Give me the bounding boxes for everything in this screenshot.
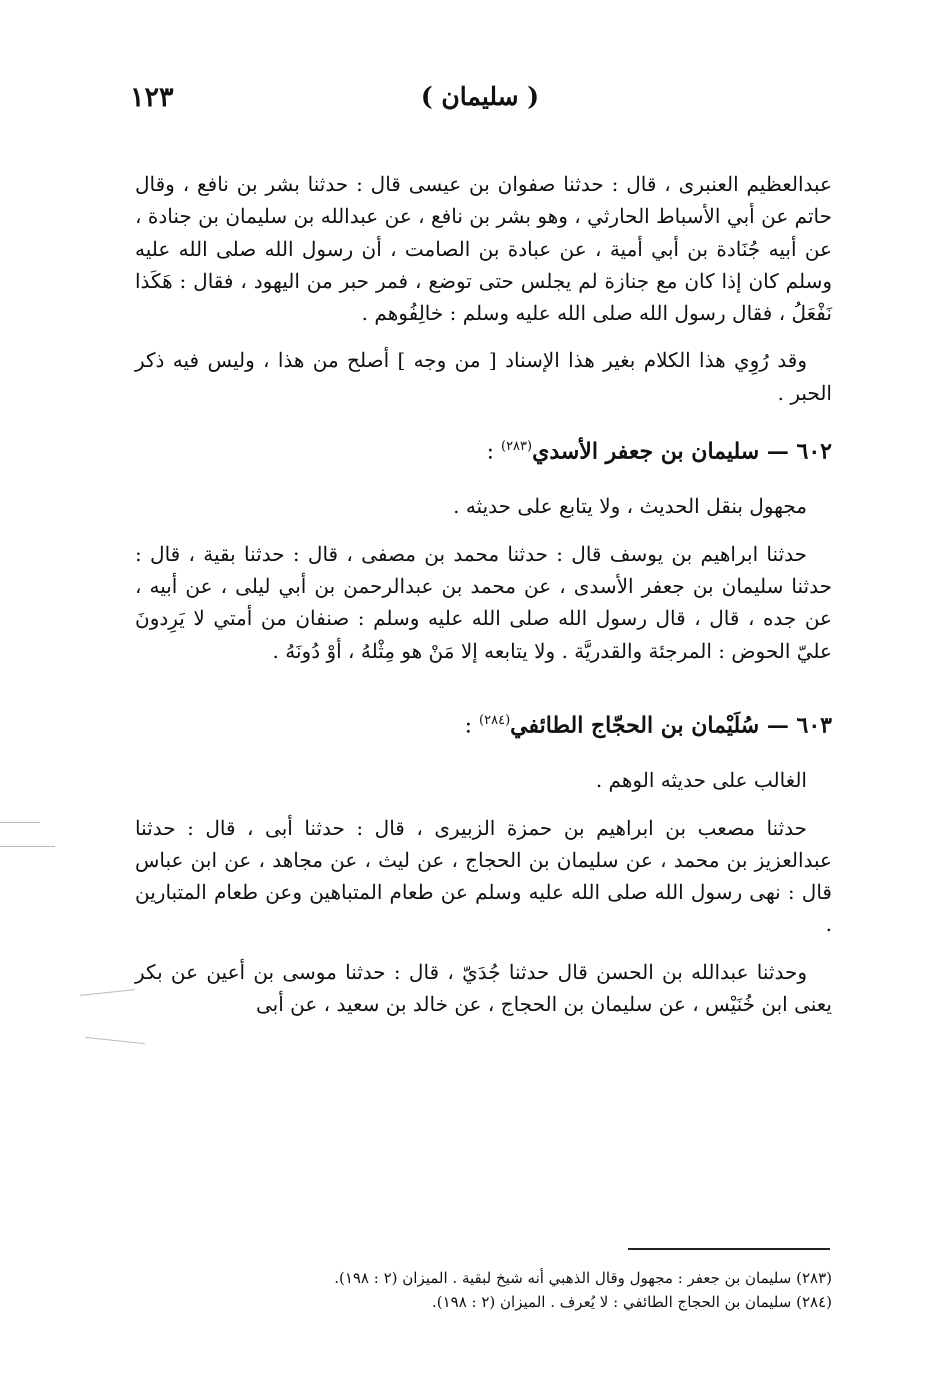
entry-602-verdict: مجهول بنقل الحديث ، ولا يتابع على حديثه . (453, 494, 807, 519)
footnote-ref-284[interactable]: (٢٨٤) (479, 712, 511, 728)
margin-pencil-mark (80, 989, 135, 996)
entry-602-hadith: حدثنا ابراهيم بن يوسف قال : حدثنا محمد بن مصفى ، قال : حدثنا بقية ، قال : حدثنا سليمان بن جعفر الأسدى ، عن محمد بن عبدالرحمن بن أبي ليلى ، عن أبيه ، عن جده ، قال ، قال رسول الله صلى الله عليه وسلم : صنفان من أمتي لا يَرِدونَ عليّ الحوض : المرجئة والقدريَّة . ولا يتابعه إلا مَنْ هو مِثْلهُ ، أوْ دُونَهُ . (135, 541, 832, 663)
entry-603-hadith-1: حدثنا مصعب بن ابراهيم بن حمزة الزبيرى ، قال : حدثنا أبى ، قال : حدثنا عبدالعزيز بن محمد ، عن سليمان بن الحجاج ، عن ليث ، عن مجاهد ، عن ابن عباس قال : نهى رسول الله صلى الله عليه وسلم عن طعام المتباهين وعن طعام المتبارين . (135, 815, 832, 937)
intro-paragraph-1: عبدالعظيم العنبرى ، قال : حدثنا صفوان بن عيسى قال : حدثنا بشر بن نافع ، وقال حاتم عن أبي الأسباط الحارثي ، وهو بشر بن نافع ، عن عبدالله بن سليمان بن جنادة ، عن أبيه جُنَادة بن أبي أمية ، عن عبادة بن الصامت ، أن رسول الله صلى الله عليه وسلم كان إذا كان مع جنازة لم يجلس حتى توضع ، فمر حبر من اليهود ، فقال : هَكَذا نَفْعَلُ ، فقال رسول الله صلى الله عليه وسلم : خالِفُوهم . (135, 172, 832, 326)
margin-pencil-mark (85, 1037, 145, 1044)
entry-603-colon: : (464, 713, 480, 739)
page-header (130, 82, 830, 122)
entry-602-colon: : (486, 439, 501, 465)
footnotes (250, 1266, 832, 1314)
footnote-284: (٢٨٤) سليمان بن الحجاج الطائفي : لا يُعرف . الميزان (٢ : ١٩٨). (431, 1293, 832, 1311)
entry-602-name: ٦٠٢ — سليمان بن جعفر الأسدي (532, 438, 832, 465)
running-head: ( سليمان ) (420, 82, 540, 111)
footnote-283: (٢٨٣) سليمان بن جعفر : مجهول وقال الذهبي أنه شيخ لبقية . الميزان (٢ : ١٩٨). (334, 1269, 832, 1287)
entry-602-title (135, 431, 832, 468)
footnote-separator (628, 1248, 830, 1250)
entry-603-hadith-2: وحدثنا عبدالله بن الحسن قال حدثنا جُدَيّ ، قال : حدثنا موسى بن أعين عن بكر يعنى ابن خُنَيْس ، عن سليمان بن الحجاج ، عن خالد بن سعيد ، عن أبى (135, 959, 832, 1016)
footnote-ref-283[interactable]: (٢٨٣) (500, 439, 533, 455)
margin-scan-mark (0, 846, 55, 847)
page-number: ١٢٣ (130, 82, 174, 113)
entry-603-verdict: الغالب على حديثه الوهم . (595, 768, 807, 793)
main-text (135, 168, 832, 1035)
intro-paragraph-2: وقد رُوِي هذا الكلام بغير هذا الإسناد [ من وجه ] أصلح من هذا ، وليس فيه ذكر الحبر . (135, 348, 832, 405)
entry-603-title (135, 705, 832, 742)
margin-scan-mark (0, 822, 40, 823)
entry-603-name: ٦٠٣ — سُلَيْمان بن الحجّاج الطائفي (510, 712, 832, 739)
